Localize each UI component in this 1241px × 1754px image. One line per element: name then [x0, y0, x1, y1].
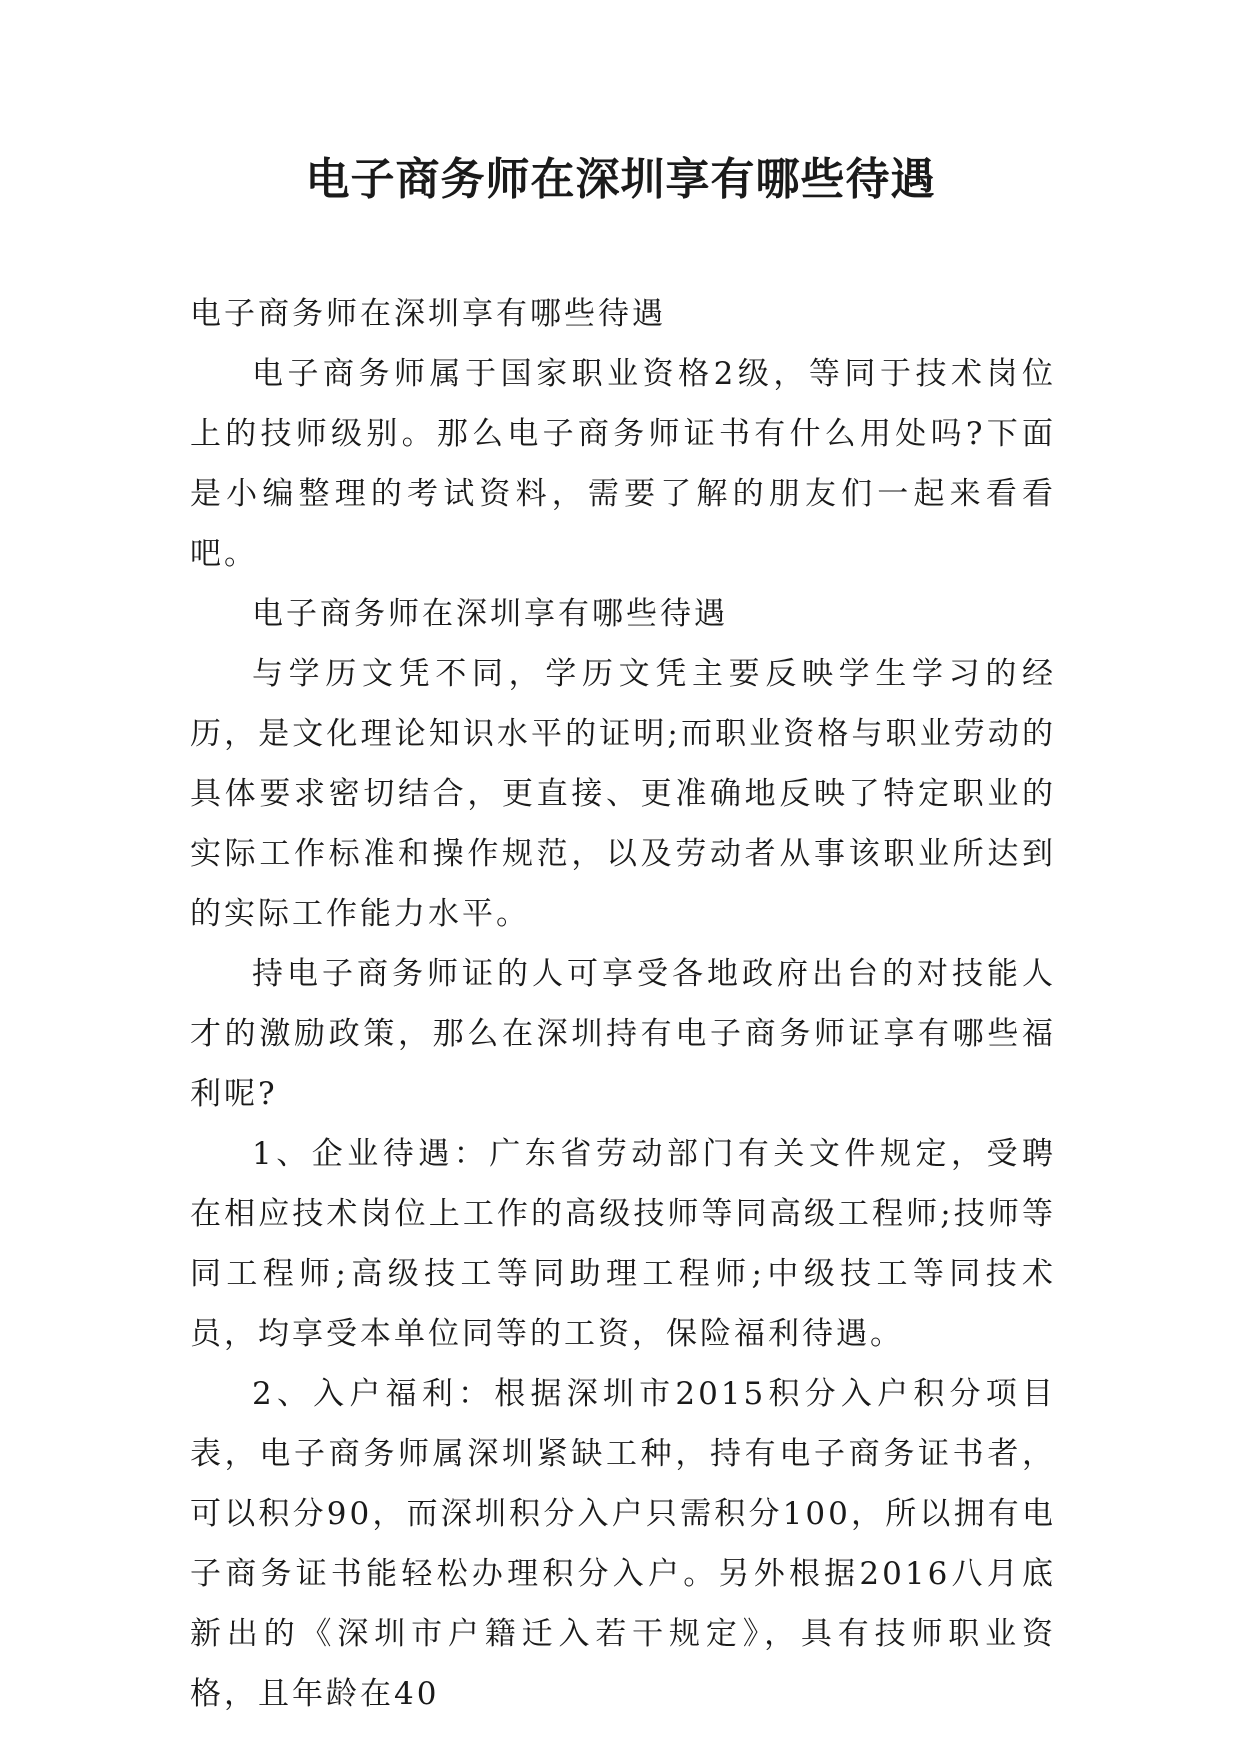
document-title: 电子商务师在深圳享有哪些待遇 — [305, 154, 936, 205]
paragraph-incentive-policy: 持电子商务师证的人可享受各地政府出台的对技能人才的激励政策，那么在深圳持有电子商务师证享有哪些福利呢? — [190, 956, 1056, 1112]
paragraph-section-heading: 电子商务师在深圳享有哪些待遇 — [252, 596, 728, 632]
paragraph-qualification-difference: 与学历文凭不同，学历文凭主要反映学生学习的经历，是文化理论知识水平的证明;而职业资格与职业劳动的具体要求密切结合，更直接、更准确地反映了特定职业的实际工作标准和操作规范，以及劳动者从事该职业所达到的实际工作能力水平。 — [190, 656, 1056, 932]
paragraph-enterprise-benefits: 1、企业待遇：广东省劳动部门有关文件规定，受聘在相应技术岗位上工作的高级技师等同高级工程师;技师等同工程师;高级技工等同助理工程师;中级技工等同技术员，均享受本单位同等的工资，保险福利待遇。 — [190, 1136, 1056, 1352]
document-body — [190, 284, 1056, 1724]
paragraph-subtitle: 电子商务师在深圳享有哪些待遇 — [190, 296, 666, 332]
paragraph-intro: 电子商务师属于国家职业资格2级，等同于技术岗位上的技师级别。那么电子商务师证书有什么用处吗?下面是小编整理的考试资料，需要了解的朋友们一起来看看吧。 — [190, 356, 1056, 572]
paragraph-hukou-benefits: 2、入户福利：根据深圳市2015积分入户积分项目表，电子商务师属深圳紧缺工种，持有电子商务证书者，可以积分90，而深圳积分入户只需积分100，所以拥有电子商务证书能轻松办理积分入户。另外根据2016八月底新出的《深圳市户籍迁入若干规定》，具有技师职业资格，且年龄在40 — [190, 1376, 1056, 1712]
